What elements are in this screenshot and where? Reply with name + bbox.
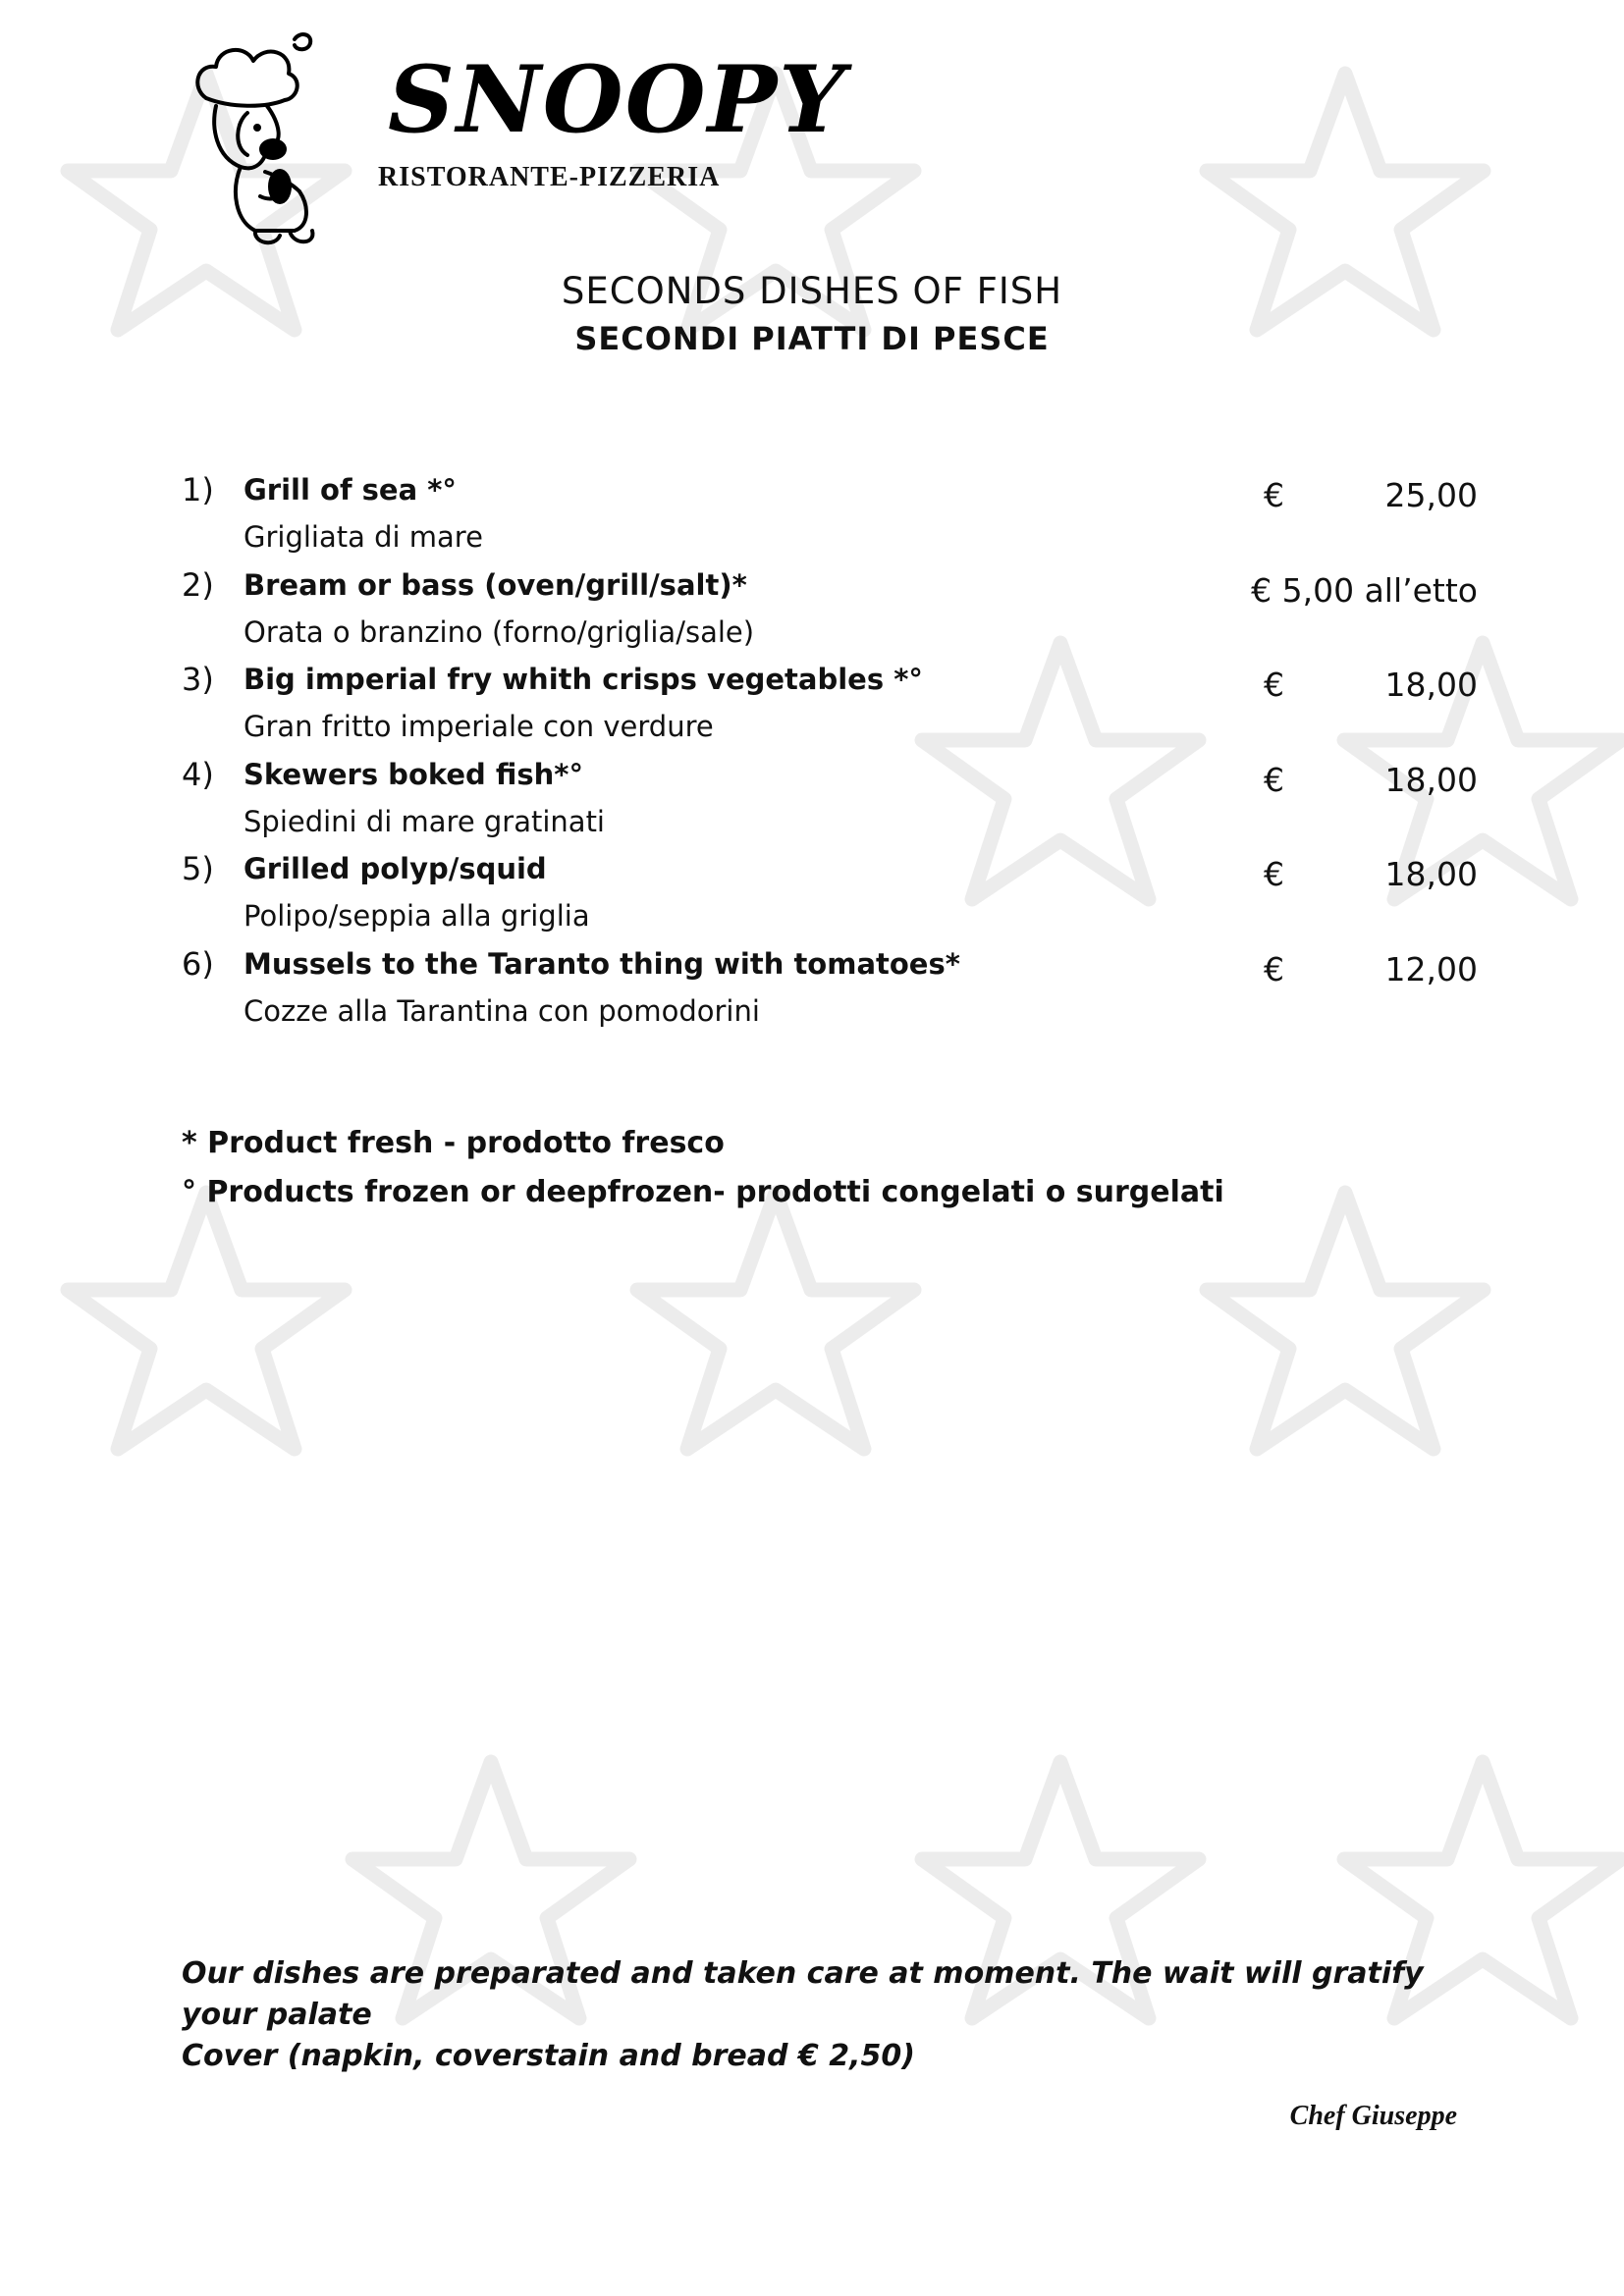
menu-item bbox=[182, 561, 1478, 657]
item-price bbox=[1242, 472, 1478, 519]
item-translation: Polipo/seppia alla griglia bbox=[244, 899, 590, 933]
item-price bbox=[1242, 851, 1478, 898]
item-name: Grill of sea *° bbox=[244, 473, 457, 507]
item-number: 1) bbox=[182, 471, 214, 508]
item-name: Bream or bass (oven/grill/salt)* bbox=[244, 567, 747, 602]
currency-symbol: € bbox=[1264, 949, 1284, 988]
brand-name: SNOOPY bbox=[388, 46, 847, 154]
chef-signature: Chef Giuseppe bbox=[1289, 2101, 1457, 2131]
currency-symbol: € bbox=[1264, 666, 1284, 704]
item-price bbox=[1242, 662, 1478, 709]
item-translation: Orata o branzino (forno/griglia/sale) bbox=[244, 614, 755, 649]
item-name: Grilled polyp/squid bbox=[244, 852, 547, 885]
menu-list bbox=[182, 466, 1478, 1035]
item-price bbox=[1242, 946, 1478, 993]
price-value: 18,00 bbox=[1384, 855, 1478, 893]
footer-line-cover: Cover (napkin, coverstain and bread € 2,50) bbox=[182, 2039, 915, 2073]
currency-symbol: € bbox=[1251, 570, 1272, 610]
currency-symbol: € bbox=[1264, 855, 1284, 893]
price-value: 5,00 all’etto bbox=[1281, 570, 1478, 610]
menu-item bbox=[182, 751, 1478, 846]
price-value: 12,00 bbox=[1384, 949, 1478, 988]
price-value: 18,00 bbox=[1384, 666, 1478, 704]
menu-item bbox=[182, 940, 1478, 1036]
restaurant-logo bbox=[187, 25, 847, 260]
item-name: Skewers boked fish*° bbox=[244, 757, 583, 791]
footer-line-dishes: Our dishes are preparated and taken care at moment. The wait will gratify your palate bbox=[182, 1956, 1424, 2032]
item-number: 4) bbox=[182, 755, 214, 793]
menu-item bbox=[182, 466, 1478, 561]
note-fresh: * Product fresh - prodotto fresco bbox=[182, 1126, 725, 1160]
item-name: Big imperial fry whith crisps vegetables *° bbox=[244, 663, 923, 696]
menu-item bbox=[182, 656, 1478, 751]
item-number: 6) bbox=[182, 944, 214, 983]
item-number: 5) bbox=[182, 850, 214, 887]
price-value: 25,00 bbox=[1384, 476, 1478, 514]
item-price bbox=[1242, 757, 1478, 804]
item-translation: Grigliata di mare bbox=[244, 520, 483, 554]
chef-dog-icon bbox=[187, 29, 358, 255]
menu-notes bbox=[182, 1119, 1224, 1217]
note-frozen: ° Products frozen or deepfrozen- prodotti congelati o surgelati bbox=[182, 1175, 1224, 1209]
fork-star-watermark-icon bbox=[1198, 1178, 1492, 1472]
item-name: Mussels to the Taranto thing with tomatoes* bbox=[244, 946, 960, 981]
menu-titles bbox=[0, 270, 1624, 357]
fork-star-watermark-icon bbox=[59, 1178, 353, 1472]
item-price bbox=[1242, 567, 1478, 614]
item-number: 3) bbox=[182, 661, 214, 698]
brand-subtitle: RISTORANTE-PIZZERIA bbox=[378, 162, 721, 192]
item-translation: Spiedini di mare gratinati bbox=[244, 804, 605, 838]
footer-text bbox=[182, 1953, 1478, 2077]
page-title: SECONDS DISHES OF FISH bbox=[561, 270, 1063, 312]
fork-star-watermark-icon bbox=[628, 1178, 923, 1472]
item-number: 2) bbox=[182, 565, 214, 604]
page-subtitle: SECONDI PIATTI DI PESCE bbox=[574, 320, 1050, 357]
price-value: 18,00 bbox=[1384, 760, 1478, 799]
menu-item bbox=[182, 845, 1478, 940]
item-translation: Cozze alla Tarantina con pomodorini bbox=[244, 993, 760, 1028]
currency-symbol: € bbox=[1264, 760, 1284, 799]
item-translation: Gran fritto imperiale con verdure bbox=[244, 710, 714, 743]
currency-symbol: € bbox=[1264, 476, 1284, 514]
